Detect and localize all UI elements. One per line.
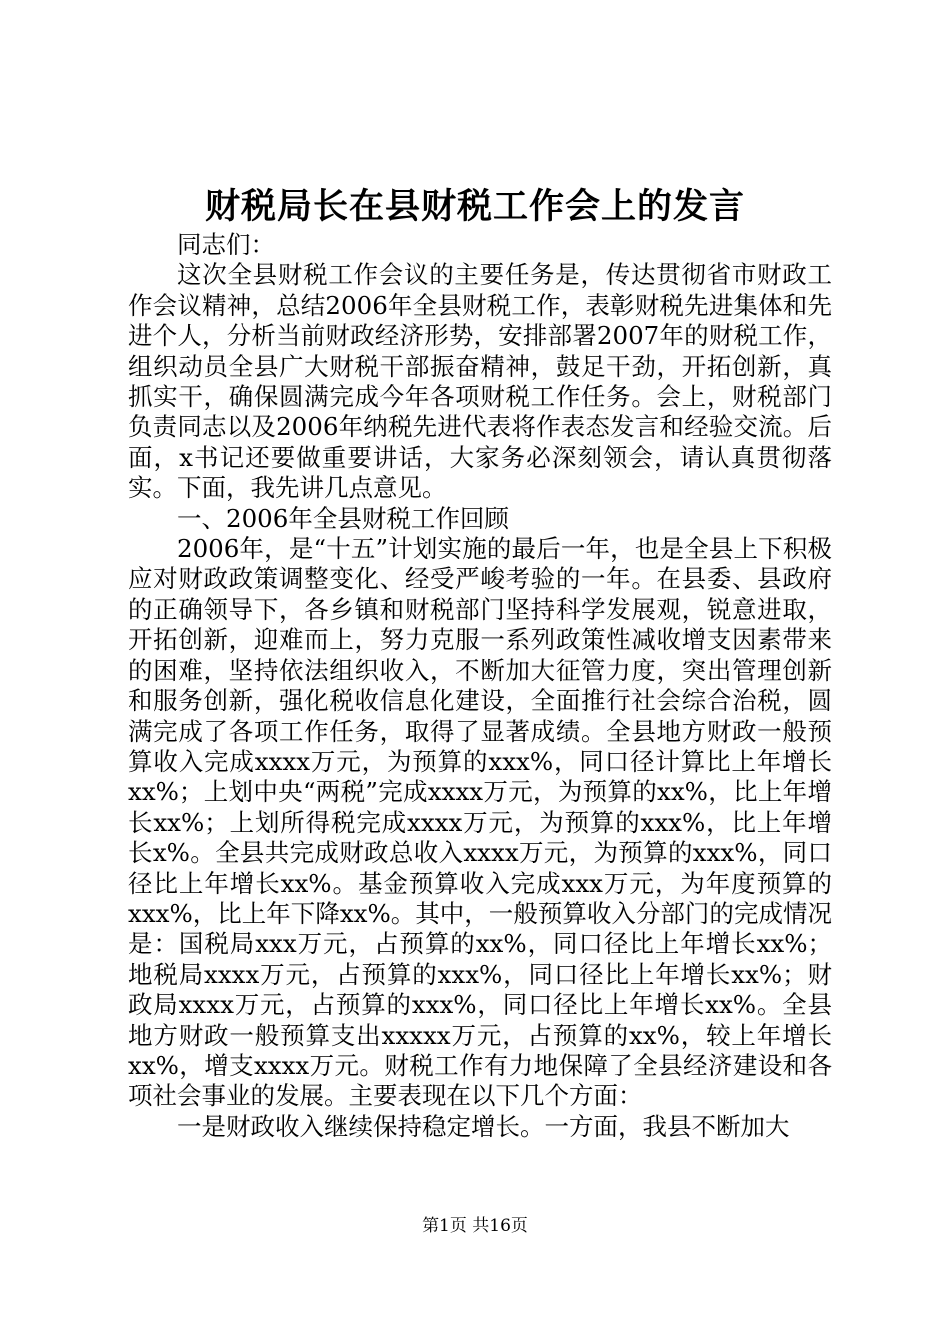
intro-paragraph: 这次全县财税工作会议的主要任务是，传达贯彻省市财政工作会议精神，总结2006年全县财税工作，表彰财税先进集体和先进个人，分析当前财政经济形势，安排部署2007年的财税工作，组织动员全县广大财税干部振奋精神，鼓足干劲，开拓创新，真抓实干，确保圆满完成今年各项财税工作任务。会上，财税部门负责同志以及2006年纳税先进代表将作表态发言和经验交流。后面，x书记还要做重要讲话，大家务必深刻领会，请认真贯彻落实。下面，我先讲几点意见。 bbox=[128, 260, 832, 503]
review-paragraph: 2006年，是“十五”计划实施的最后一年，也是全县上下积极应对财政政策调整变化、经受严峻考验的一年。在县委、县政府的正确领导下，各乡镇和财税部门坚持科学发展观，锐意进取，开拓创新，迎难而上，努力克服一系列政策性减收增支因素带来的困难，坚持依法组织收入，不断加大征管力度，突出管理创新和服务创新，强化税收信息化建设，全面推行社会综合治税，圆满完成了各项工作任务，取得了显著成绩。全县地方财政一般预算收入完成xxxx万元，为预算的xxx%，同口径计算比上年增长xx%；上划中央“两税”完成xxxx万元，为预算的xx%，比上年增长xx%；上划所得税完成xxxx万元，为预算的xxx%，比上年增长x%。全县共完成财政总收入xxxx万元，为预算的xxx%，同口径比上年增长xx%。基金预算收入完成xxx万元，为年度预算的xxx%，比上年下降xx%。其中，一般预算收入分部门的完成情况是：国税局xxx万元，占预算的xx%，同口径比上年增长xx%；地税局xxxx万元，占预算的xxx%，同口径比上年增长xx%；财政局xxxx万元，占预算的xxx%，同口径比上年增长xx%。全县地方财政一般预算支出xxxxx万元，占预算的xx%，较上年增长xx%，增支xxxx万元。财税工作有力地保障了全县经济建设和各项社会事业的发展。主要表现在以下几个方面： bbox=[128, 534, 832, 1111]
point-one-paragraph: 一是财政收入继续保持稳定增长。一方面，我县不断加大 bbox=[177, 1111, 790, 1141]
page-footer: 第1页 共16页 bbox=[422, 1216, 528, 1236]
document-title: 财税局长在县财税工作会上的发言 bbox=[204, 186, 745, 227]
salutation-paragraph: 同志们： bbox=[177, 230, 275, 259]
section-heading: 一、2006年全县财税工作回顾 bbox=[177, 503, 509, 533]
document-body bbox=[128, 230, 832, 1142]
